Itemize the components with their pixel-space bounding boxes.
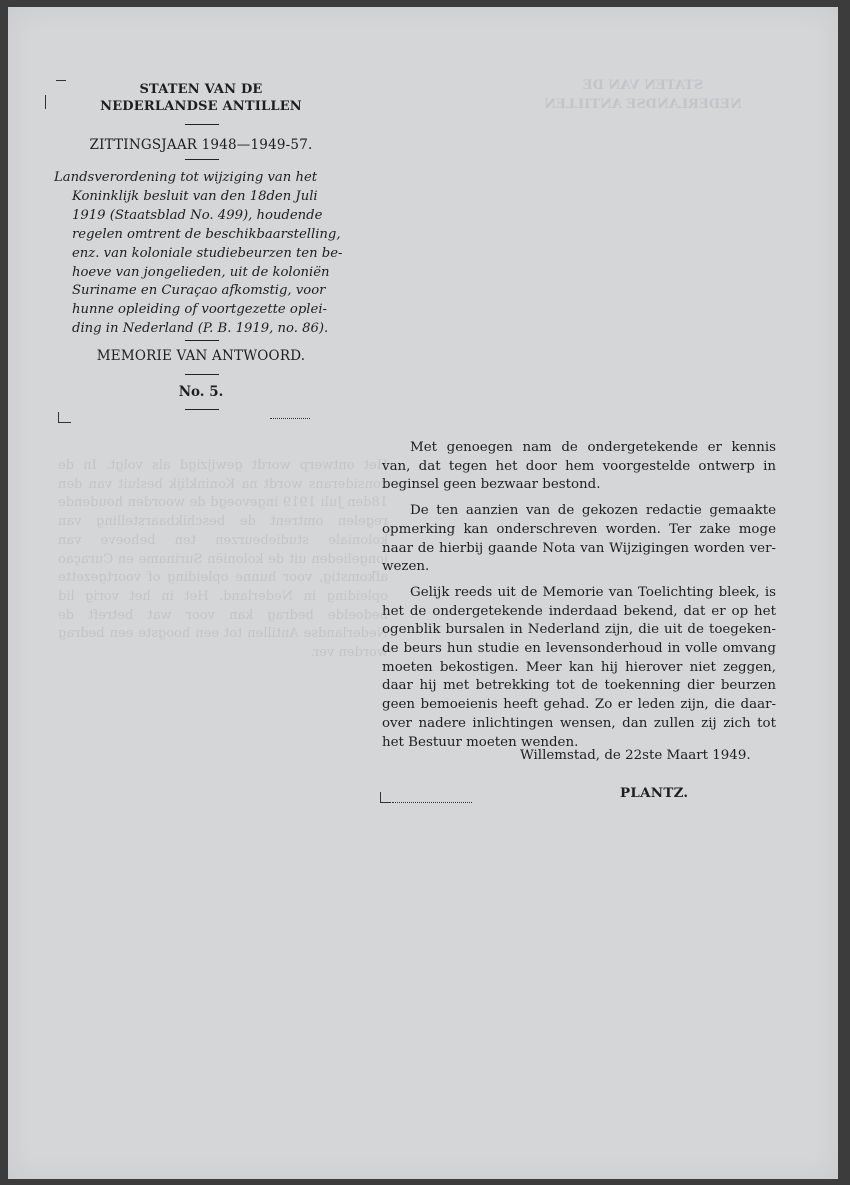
paragraph: Gelijk reeds uit de Memorie van Toelichting bleek, is het de ondergetekende inderdaad bekend, dat er op het ogenblik bursalen in Nederland zijn, die uit de toegekende beurs hun studie en levensonderhoud in volle omvang moeten bekostigen. Meer kan hij hierover niet zeggen, daar hij met betrekking tot de toekenning dier beurzen geen bemoeienis heeft gehad. Zo er leden zijn, die daarover nadere inlichtingen wensen, dan zullen zij zich tot het Bestuur moeten wenden. [382, 584, 776, 750]
place-date: Willemstad, de 22ste Maart 1949. [520, 748, 751, 763]
title-line: regelen omtrent de beschikbaarstelling, [72, 226, 341, 242]
title-line: Suriname en Curaçao afkomstig, voor [72, 283, 326, 299]
divider [185, 124, 219, 125]
paragraph: Met genoegen nam de ondergetekende er kennis van, dat tegen het door hem voorgestelde ontwerp in beginsel geen bezwaar bestond. [382, 440, 776, 493]
paragraph: De ten aanzien van de gekozen redactie gemaakte opmerking kan onderschreven worden. Ter zake moge naar de hierbij gaande Nota van Wijzigingen worden verwezen. [382, 503, 776, 575]
divider [185, 409, 219, 410]
title-line: hoeve van jongelieden, uit de koloniën [72, 264, 330, 280]
signature: PLANTZ. [620, 785, 689, 801]
document-number: No. 5. [178, 384, 224, 400]
corner-mark [45, 95, 46, 109]
title-line: Landsverordening tot wijziging van het [54, 170, 318, 185]
body-text [382, 439, 776, 759]
title-line: Koninklijk besluit van den 18den Juli [72, 188, 318, 204]
org-name-line1: STATEN VAN DE [139, 82, 263, 97]
divider [185, 374, 219, 375]
ordinance-title [54, 169, 350, 339]
corner-mark [58, 412, 71, 423]
show-through-heading: STATEN VAN DE NEDERLANDSE ANTILLEN [544, 78, 742, 112]
document-page [8, 7, 838, 1179]
corner-mark [380, 792, 391, 803]
session-year: ZITTINGSJAAR 1948—1949-57. [89, 137, 313, 153]
show-through-text: Het ontwerp wordt gewijzigd als volgt. In de considerans wordt na Koninklijk besluit van den 18den Juli 1919 ingevoegd de woorden houdende regelen omtrent de beschikbaarstelling van koloniale studiebeurzen ten behoeve van jongelieden uit de koloniën Suriname en Curaçao afkomstig, voor hunne opleiding of voortgezette opleiding in Nederland. Het in het vorig lid bedoelde bedrag kan voor wat betreft de Nederlandse Antillen tot een hoogste een bedrag worden ver. [58, 458, 388, 661]
document-type: MEMORIE VAN ANTWOORD. [96, 348, 306, 364]
fold-mark [392, 802, 472, 803]
divider [185, 340, 219, 341]
document-heading [56, 81, 346, 115]
fold-mark [270, 418, 310, 419]
title-line: ding in Nederland (P. B. 1919, no. 86). [72, 321, 329, 337]
title-line: 1919 (Staatsblad No. 499), houdende [72, 207, 323, 223]
title-line: hunne opleiding of voortgezette oplei- [72, 302, 327, 318]
org-name-line2: NEDERLANDSE ANTILLEN [100, 99, 302, 114]
divider [185, 159, 219, 160]
title-line: enz. van koloniale studiebeurzen ten be- [72, 245, 343, 261]
